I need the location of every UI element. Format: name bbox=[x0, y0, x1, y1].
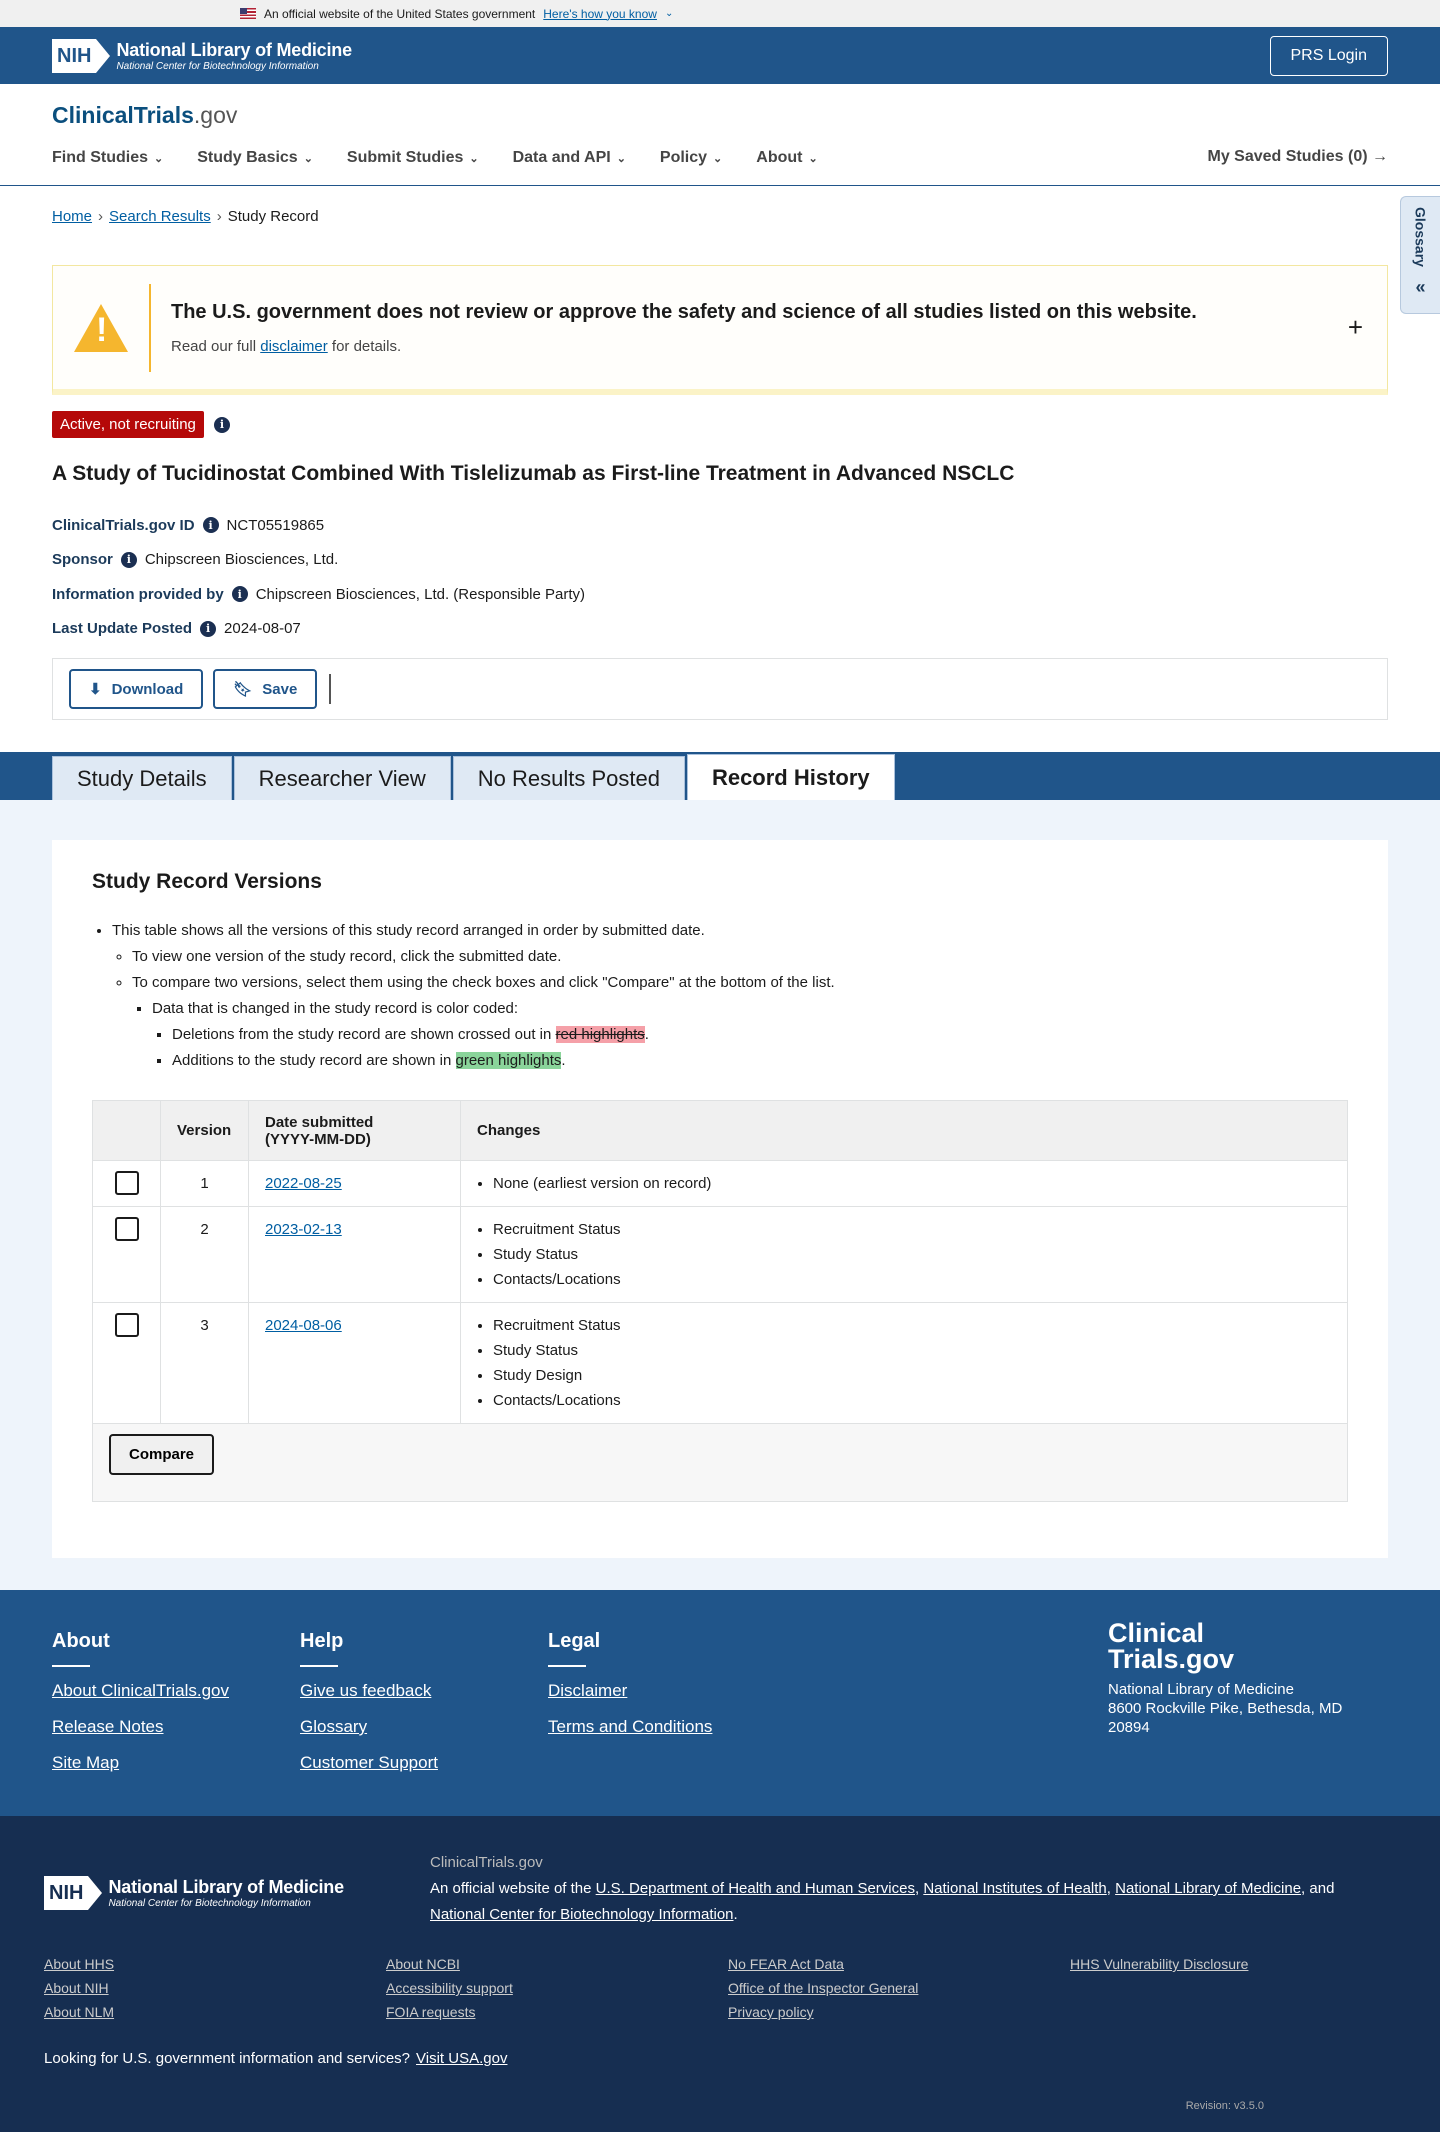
footer-bottom bbox=[0, 1816, 1440, 2132]
change-item: • Recruitment Status bbox=[493, 1313, 1331, 1338]
footer-bottom-link[interactable]: About NLM bbox=[44, 2004, 115, 2020]
column-header: Changes bbox=[461, 1101, 1348, 1161]
nav-menu[interactable] bbox=[660, 149, 722, 167]
version-date-link[interactable]: 2022-08-25 bbox=[265, 1175, 342, 1192]
arrow-right-icon: → bbox=[1372, 148, 1388, 165]
nav-menu[interactable] bbox=[347, 149, 479, 167]
nav-item-policy[interactable]: Policy bbox=[659, 149, 708, 166]
red-highlight-sample: red highlights bbox=[555, 1026, 645, 1043]
warning-icon bbox=[53, 304, 149, 352]
meta-value: Chipscreen Biosciences, Ltd. bbox=[144, 551, 339, 569]
main-nav bbox=[52, 149, 1388, 167]
nlm-logo[interactable] bbox=[52, 39, 352, 73]
footer-bottom-link[interactable]: Office of the Inspector General bbox=[728, 1980, 919, 1996]
nlm-subtitle: National Center for Biotechnology Information bbox=[116, 60, 319, 72]
info-icon[interactable]: i bbox=[200, 621, 216, 637]
versions-card bbox=[52, 840, 1388, 1558]
how-you-know-link[interactable]: Here's how you know bbox=[543, 6, 657, 21]
meta-value: NCT05519865 bbox=[226, 516, 325, 534]
footer-link[interactable]: Give us feedback bbox=[300, 1681, 432, 1700]
footer-link[interactable]: Terms and Conditions bbox=[548, 1717, 713, 1736]
footer-bottom-link[interactable]: About NCBI bbox=[386, 1956, 460, 1972]
chevron-down-icon: ⌄ bbox=[154, 153, 164, 165]
green-highlight-sample: green highlights bbox=[455, 1052, 562, 1069]
disclaimer-link[interactable]: disclaimer bbox=[260, 337, 328, 355]
table-row bbox=[93, 1207, 1348, 1303]
footer bbox=[0, 1590, 1440, 1816]
saved-studies-link[interactable]: My Saved Studies (0) → bbox=[1207, 148, 1388, 165]
meta-value: 2024-08-07 bbox=[224, 620, 301, 638]
tab-researcher-view[interactable]: Researcher View bbox=[234, 756, 451, 800]
footer-link[interactable]: Disclaimer bbox=[548, 1681, 628, 1700]
footer-logo[interactable]: Clinical Trials.gov bbox=[1108, 1618, 1235, 1674]
info-icon[interactable]: i bbox=[232, 586, 248, 602]
footer-link[interactable]: Customer Support bbox=[300, 1753, 438, 1772]
version-date-link[interactable]: 2023-02-13 bbox=[265, 1221, 342, 1238]
footer-col-title: Legal bbox=[548, 1630, 601, 1652]
gov-banner bbox=[0, 0, 1440, 27]
tab-record-history[interactable]: Record History bbox=[687, 754, 895, 800]
chevron-down-icon: ⌄ bbox=[664, 8, 674, 19]
meta-row bbox=[52, 508, 1388, 543]
double-chevron-left-icon: « bbox=[1415, 276, 1426, 297]
meta-label: Sponsor bbox=[52, 551, 113, 569]
chevron-down-icon: ⌄ bbox=[808, 153, 818, 165]
change-item: • Contacts/Locations bbox=[493, 1267, 1331, 1292]
info-icon[interactable]: i bbox=[214, 417, 230, 433]
versions-heading: Study Record Versions bbox=[92, 870, 322, 893]
status-badge: Active, not recruiting bbox=[52, 411, 204, 438]
chevron-down-icon: ⌄ bbox=[616, 153, 626, 165]
meta-label: ClinicalTrials.gov ID bbox=[52, 516, 195, 534]
meta-label: Information provided by bbox=[52, 585, 224, 603]
glossary-label: Glossary bbox=[1412, 207, 1429, 267]
info-icon[interactable]: i bbox=[121, 552, 137, 568]
tab-no-results-posted[interactable]: No Results Posted bbox=[453, 756, 685, 800]
footer-bottom-link[interactable]: Accessibility support bbox=[386, 1980, 513, 1996]
nlm-footer-logo[interactable]: NIH National Library of Medicine National Center for Biotechnology Information bbox=[44, 1858, 374, 1928]
version-number: 1 bbox=[161, 1161, 249, 1207]
nlm-header bbox=[0, 27, 1440, 84]
gov-banner-text: An official website of the United States government bbox=[264, 6, 536, 21]
chevron-down-icon: ⌄ bbox=[713, 153, 723, 165]
versions-table bbox=[92, 1100, 1348, 1502]
divider bbox=[329, 674, 331, 704]
change-item: • Contacts/Locations bbox=[493, 1388, 1331, 1413]
footer-link[interactable]: Release Notes bbox=[52, 1717, 164, 1736]
chevron-right-icon: › bbox=[216, 208, 222, 225]
footer-col-help bbox=[300, 1630, 548, 1816]
nih-logo-icon bbox=[52, 39, 110, 73]
footer-links bbox=[44, 1956, 1396, 2020]
change-item: • Study Design bbox=[493, 1363, 1331, 1388]
meta-row bbox=[52, 612, 1388, 647]
bookmark-icon: 🔖︎ bbox=[233, 681, 253, 698]
nav-item-find-studies[interactable]: Find Studies bbox=[52, 149, 148, 166]
chevron-down-icon: ⌄ bbox=[469, 153, 479, 165]
meta-row bbox=[52, 543, 1388, 578]
footer-bottom-link[interactable]: Privacy policy bbox=[728, 2004, 814, 2020]
change-item: • Recruitment Status bbox=[493, 1217, 1331, 1242]
change-item: • None (earliest version on record) bbox=[493, 1171, 1331, 1196]
save-button[interactable]: 🔖︎ Save bbox=[213, 669, 317, 709]
footer-link[interactable]: About ClinicalTrials.gov bbox=[52, 1681, 229, 1700]
revision: Revision: v3.5.0 bbox=[1185, 2100, 1264, 2112]
disclaimer-title: The U.S. government does not review or approve the safety and science of all studies listed on this website. bbox=[171, 300, 1197, 323]
footer-bottom-link[interactable]: FOIA requests bbox=[386, 2004, 476, 2020]
nih-mark: NIH bbox=[52, 39, 96, 73]
breadcrumb-search-results[interactable]: Search Results bbox=[109, 208, 211, 225]
footer-link[interactable]: Site Map bbox=[52, 1753, 120, 1772]
site-logo[interactable]: ClinicalTrials.gov bbox=[52, 102, 238, 128]
ncbi-link[interactable]: National Center for Biotechnology Information bbox=[430, 1906, 734, 1923]
table-row bbox=[93, 1303, 1348, 1424]
study-tabs bbox=[0, 752, 1440, 800]
chevron-right-icon: › bbox=[98, 208, 104, 225]
study-actions bbox=[52, 658, 1388, 720]
us-flag-icon bbox=[240, 8, 256, 19]
footer-bottom-link[interactable]: No FEAR Act Data bbox=[728, 1956, 844, 1972]
footer-col-legal bbox=[548, 1630, 796, 1816]
nih-logo-icon: NIH bbox=[44, 1876, 102, 1910]
study-title: A Study of Tucidinostat Combined With Tislelizumab as First-line Treatment in Advanced NSCLC bbox=[52, 462, 1015, 485]
change-item: • Study Status bbox=[493, 1338, 1331, 1363]
usa-gov-line: Looking for U.S. government information and services? Visit USA.gov bbox=[44, 2050, 508, 2067]
download-button[interactable]: ⬇ Download bbox=[69, 669, 203, 709]
nlm-title: National Library of Medicine bbox=[116, 39, 352, 60]
footer-bottom-link[interactable]: About HHS bbox=[44, 1956, 115, 1972]
nav-item-data-and-api[interactable]: Data and API bbox=[512, 149, 611, 166]
footer-bottom-link[interactable]: About NIH bbox=[44, 1980, 109, 1996]
table-row bbox=[93, 1161, 1348, 1207]
official-website-text: ClinicalTrials.gov An official website of the U.S. Department of Health and Human Services, National Institutes of Health, National Library of Medicine, and National Center for Biotechnology Information. bbox=[430, 1854, 1335, 1923]
download-icon: ⬇ bbox=[89, 681, 102, 698]
footer-link[interactable]: Glossary bbox=[300, 1717, 368, 1736]
breadcrumb bbox=[0, 186, 1440, 225]
site-header bbox=[0, 84, 1440, 186]
hhs-link[interactable]: U.S. Department of Health and Human Services bbox=[595, 1880, 915, 1897]
nih-link[interactable]: National Institutes of Health bbox=[923, 1880, 1107, 1897]
versions-instructions: • This table shows all the versions of this study record arranged in order by submitted date. ◦ To view one version of the study record, click the submitted date. ◦ To compare two versions, select them using the check boxes and click "Compare" at the bottom of the list. ▪ Data that is changed in the study record is color coded: ▪ Deletions from the study record are shown crossed out in red highlights. ▪ Additions to the study record are shown in green highlights. bbox=[92, 918, 1348, 1074]
compare-button[interactable]: Compare bbox=[109, 1434, 214, 1475]
nlm-link[interactable]: National Library of Medicine bbox=[1115, 1880, 1302, 1897]
footer-brand: Clinical Trials.gov National Library of Medicine 8600 Rockville Pike, Bethesda, MD 20894 bbox=[1108, 1618, 1343, 1736]
chevron-down-icon: ⌄ bbox=[303, 153, 313, 165]
nav-item-about[interactable]: About bbox=[756, 149, 803, 166]
version-checkbox[interactable] bbox=[115, 1217, 139, 1241]
column-header: Version bbox=[161, 1101, 249, 1161]
disclaimer-alert bbox=[52, 265, 1388, 395]
nav-menu[interactable] bbox=[756, 149, 817, 167]
tab-study-details[interactable]: Study Details bbox=[52, 756, 232, 800]
version-checkbox[interactable] bbox=[115, 1171, 139, 1195]
version-number: 2 bbox=[161, 1207, 249, 1303]
meta-label: Last Update Posted bbox=[52, 620, 193, 638]
glossary-tab[interactable] bbox=[1400, 196, 1440, 314]
footer-col-title: About bbox=[52, 1630, 110, 1652]
disclaimer-text: Read our full disclaimer for details. bbox=[171, 337, 402, 355]
expand-plus-icon[interactable]: + bbox=[1347, 312, 1363, 342]
footer-col-about bbox=[52, 1630, 300, 1816]
nav-item-study-basics[interactable]: Study Basics bbox=[197, 149, 298, 166]
nav-menu[interactable] bbox=[52, 149, 163, 167]
version-number: 3 bbox=[161, 1303, 249, 1424]
usa-gov-link[interactable]: Visit USA.gov bbox=[416, 2050, 508, 2067]
nav-menu[interactable] bbox=[197, 149, 313, 167]
meta-value: Chipscreen Biosciences, Ltd. (Responsible Party) bbox=[255, 585, 586, 603]
nav-menu[interactable] bbox=[513, 149, 626, 167]
breadcrumb-home[interactable]: Home bbox=[52, 208, 93, 225]
nav-item-submit-studies[interactable]: Submit Studies bbox=[346, 149, 464, 166]
meta-row bbox=[52, 577, 1388, 612]
footer-bottom-link[interactable]: HHS Vulnerability Disclosure bbox=[1070, 1956, 1249, 1972]
version-date-link[interactable]: 2024-08-06 bbox=[265, 1317, 342, 1334]
breadcrumb-current: Study Record bbox=[227, 208, 319, 225]
change-item: • Study Status bbox=[493, 1242, 1331, 1267]
version-checkbox[interactable] bbox=[115, 1313, 139, 1337]
column-header: Date submitted (YYYY-MM-DD) bbox=[249, 1101, 461, 1161]
prs-login-button[interactable]: PRS Login bbox=[1270, 36, 1389, 76]
info-icon[interactable]: i bbox=[203, 517, 219, 533]
study-meta bbox=[52, 508, 1388, 646]
footer-col-title: Help bbox=[300, 1630, 344, 1652]
